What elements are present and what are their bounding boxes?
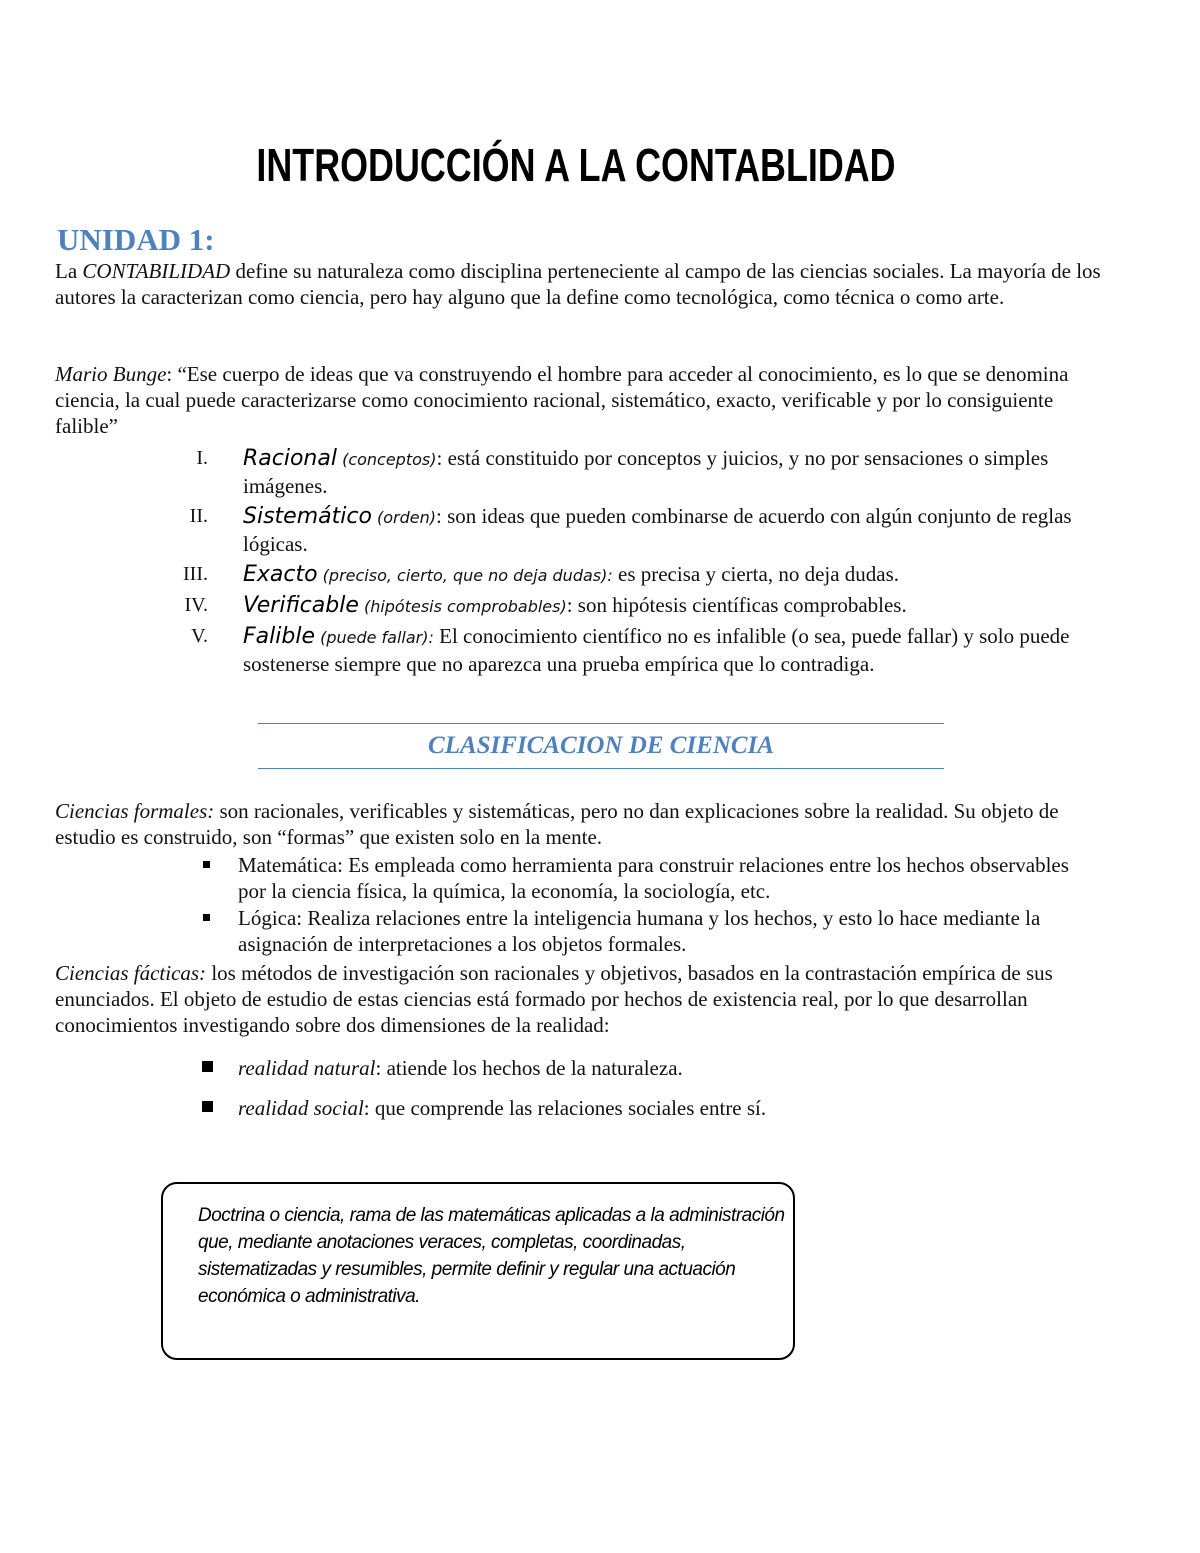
factual-sciences-paragraph: [55, 960, 1115, 1038]
list-item: [0, 592, 1113, 620]
characteristic-term: Sistemático: [243, 504, 372, 529]
characteristic-text: : está constituido por conceptos y juicios, y no por sensaciones o simples imágenes.: [243, 446, 1049, 498]
quote-text: : “Ese cuerpo de ideas que va construyendo el hombre para acceder al conocimiento, es lo que se denomina ciencia, la cual puede caracterizarse como conocimiento racional, sistemático, exacto, verificable y por lo consiguiente falible”: [55, 362, 1069, 438]
characteristic-sub: (puede fallar):: [314, 628, 434, 647]
characteristic-term: Falible: [243, 624, 315, 649]
list-item: [0, 561, 1113, 589]
intro-term: CONTABILIDAD: [82, 259, 231, 283]
list-item: [0, 503, 1113, 558]
factual-item-term: realidad social: [238, 1096, 364, 1120]
list-item: [0, 1055, 1098, 1081]
intro-text: define su naturaleza como disciplina perteneciente al campo de las ciencias sociales. La mayoría de los autores la caracterizan como ciencia, pero hay alguno que la define como tecnológica, como técnica o como arte.: [55, 259, 1101, 309]
square-bullet-icon: [202, 1061, 213, 1072]
characteristic-text: : son ideas que pueden combinarse de acuerdo con algún conjunto de reglas lógicas.: [243, 504, 1072, 556]
quote-paragraph: [55, 361, 1115, 439]
list-item: [0, 852, 1098, 904]
formal-item-text: Lógica: Realiza relaciones entre la inteligencia humana y los hechos, y esto lo hace mediante la asignación de interpretaciones a los objetos formales.: [238, 906, 1041, 956]
characteristic-term: Exacto: [243, 562, 318, 587]
formal-sciences-list: [0, 852, 1200, 958]
characteristic-text: es precisa y cierta, no deja dudas.: [612, 562, 900, 586]
formal-sciences-paragraph: [55, 798, 1115, 850]
characteristic-sub: (preciso, cierto, que no deja dudas):: [317, 566, 613, 585]
factual-item-text: : atiende los hechos de la naturaleza.: [375, 1056, 683, 1080]
list-numeral: I.: [196, 447, 208, 469]
factual-item-term: realidad natural: [238, 1056, 376, 1080]
characteristic-sub: (conceptos): [336, 450, 437, 469]
characteristic-term: Racional: [243, 446, 337, 471]
definition-callout-box: [161, 1182, 795, 1360]
list-numeral: IV.: [184, 594, 208, 616]
list-numeral: II.: [189, 505, 208, 527]
characteristic-sub: (orden): [371, 508, 436, 527]
formal-term: Ciencias formales:: [55, 799, 215, 823]
section-heading: CLASIFICACION DE CIENCIA: [428, 732, 774, 759]
list-numeral: V.: [191, 625, 208, 647]
characteristic-text: El conocimiento científico no es infalible (o sea, puede fallar) y solo puede sostenerse siempre que no aparezca una prueba empírica que lo contradiga.: [243, 624, 1070, 676]
intro-prefix: La: [55, 259, 83, 283]
characteristics-list: [0, 445, 1200, 681]
intro-paragraph: [55, 258, 1115, 310]
list-item: [0, 1095, 1098, 1121]
unit-heading: UNIDAD 1:: [57, 222, 215, 257]
factual-text: los métodos de investigación son racionales y objetivos, basados en la contrastación empírica de sus enunciados. El objeto de estudio de estas ciencias está formado por hechos de existencia real, por lo que desarrollan conocimientos investigando sobre dos dimensiones de la realidad:: [55, 961, 1053, 1037]
square-bullet-icon: [203, 861, 210, 868]
characteristic-sub: (hipótesis comprobables): [358, 597, 567, 616]
formal-text: son racionales, verificables y sistemáticas, pero no dan explicaciones sobre la realidad. Su objeto de estudio es construido, son “formas” que existen solo en la mente.: [55, 799, 1059, 849]
characteristic-term: Verificable: [243, 593, 359, 618]
list-item: [0, 623, 1113, 678]
factual-item-text: : que comprende las relaciones sociales entre sí.: [363, 1096, 767, 1120]
formal-item-text: Matemática: Es empleada como herramienta para construir relaciones entre los hechos observables por la ciencia física, la química, la economía, la sociología, etc.: [238, 853, 1069, 903]
square-bullet-icon: [203, 914, 210, 921]
characteristic-text: : son hipótesis científicas comprobables.: [566, 593, 907, 617]
callout-text: Doctrina o ciencia, rama de las matemáticas aplicadas a la administración que, mediante anotaciones veraces, completas, coordinadas, sistematizadas y resumibles, permite definir y regular una actuación económica o administrativa.: [198, 1205, 785, 1307]
page-title: INTRODUCCIÓN A LA CONTABLIDAD: [256, 139, 896, 191]
list-item: [0, 905, 1098, 957]
list-numeral: III.: [183, 563, 208, 585]
list-item: [0, 445, 1113, 500]
factual-sciences-list: [0, 1055, 1200, 1135]
square-bullet-icon: [202, 1101, 213, 1112]
section-heading-box: [258, 723, 944, 769]
factual-term: Ciencias fácticas:: [55, 961, 207, 985]
quote-author: Mario Bunge: [55, 362, 167, 386]
